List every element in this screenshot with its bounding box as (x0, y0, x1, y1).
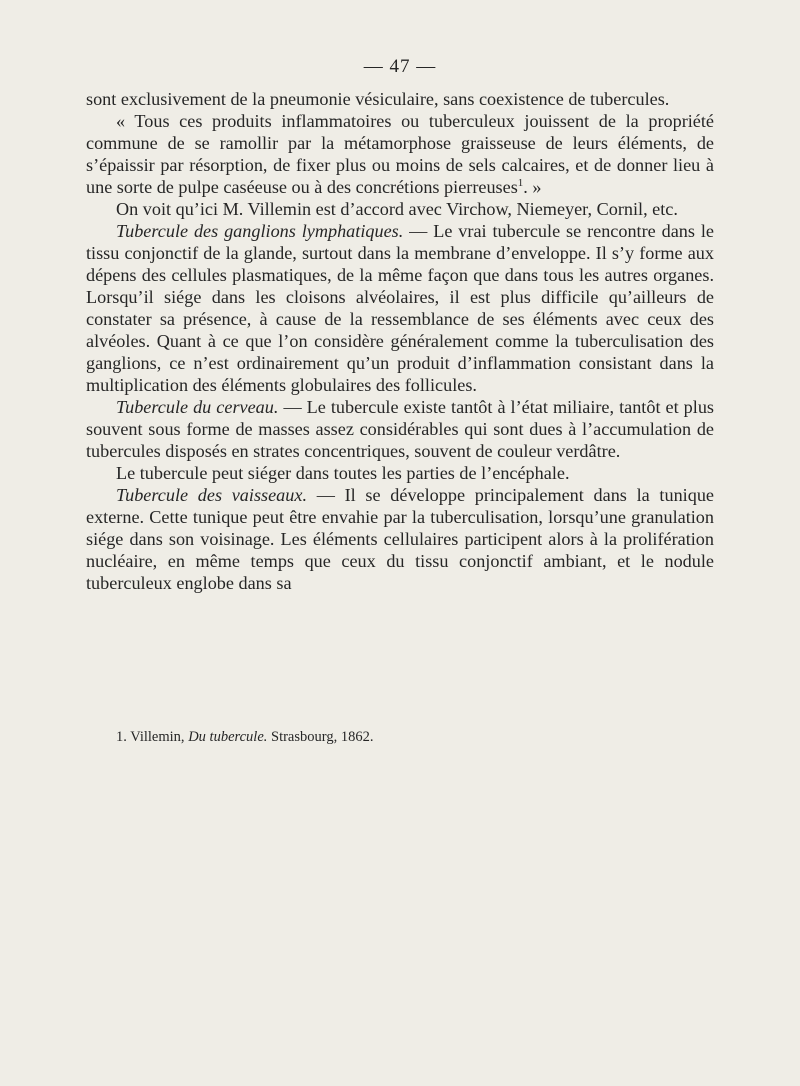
paragraph-text: « Tous ces produits inflammatoires ou tuberculeux jouissent de la propriété commune de se ramollir par la métamorphose graisseuse de leurs éléments, de s’épaissir par résorption, de fixer plus ou moins de sels calcaires, et de donner lieu à une sorte de pulpe caséeuse ou à des concrétions pierreuses (86, 111, 714, 197)
body-text (86, 88, 714, 594)
paragraph-text: — Il se développe principalement dans la tunique externe. Cette tunique peut être envahie par la tuberculisation, lorsqu’une granulation siége dans son voisinage. Les éléments cellulaires participent alors à la prolifération nucléaire, en même temps que ceux du tissu conjonctif ambiant, et le nodule tuberculeux englobe dans sa (86, 485, 714, 593)
footnote-author: Villemin, (130, 729, 185, 745)
footnote-marker: 1. (116, 729, 127, 745)
paragraph-text: On voit qu’ici M. Villemin est d’accord avec Virchow, Niemeyer, Cornil, etc. (116, 199, 678, 219)
footnote-title: Du tubercule. (188, 729, 268, 745)
paragraph-text: — Le vrai tubercule se rencontre dans le tissu conjonctif de la glande, surtout dans la membrane d’enveloppe. Il s’y forme aux dépens des cellules plasmatiques, de la même façon que dans tous les autres organes. Lorsqu’il siége dans les cloisons alvéolaires, il est plus difficile qu’ailleurs de constater sa présence, à cause de la ressemblance de ses éléments avec ceux des alvéoles. Quant à ce que l’on considère généralement comme la tuberculisation des ganglions, ce n’est ordinairement qu’un produit d’inflammation consistant dans la multiplication des éléments globulaires des follicules. (86, 221, 714, 395)
paragraph-section (86, 484, 714, 594)
paragraph-quote (86, 110, 714, 198)
paragraph-text: Le tubercule peut siéger dans toutes les parties de l’encéphale. (116, 463, 570, 483)
page-number: — 47 — (363, 56, 437, 77)
section-heading: Tubercule du cerveau. (116, 397, 279, 417)
paragraph-section (86, 220, 714, 396)
section-heading: Tubercule des vaisseaux. (116, 485, 307, 505)
paragraph (86, 198, 714, 220)
paragraph-section (86, 396, 714, 462)
quote-closing: . » (523, 177, 542, 197)
paragraph-text: — Le tubercule existe tantôt à l’état miliaire, tantôt et plus souvent sous forme de masses assez considérables qui sont dues à l’accumulation de tubercules disposés en strates concentriques, souvent de couleur verdâtre. (86, 397, 715, 461)
section-heading: Tubercule des ganglions lymphatiques. (116, 221, 404, 241)
paragraph-text: sont exclusivement de la pneumonie vésiculaire, sans coexistence de tubercules. (86, 89, 670, 109)
paragraph (86, 462, 714, 484)
paragraph-continuation (86, 88, 714, 110)
footnote (116, 728, 716, 746)
footnote-reference: 1 (517, 176, 524, 189)
footnote-place-date: Strasbourg, 1862. (271, 729, 374, 745)
